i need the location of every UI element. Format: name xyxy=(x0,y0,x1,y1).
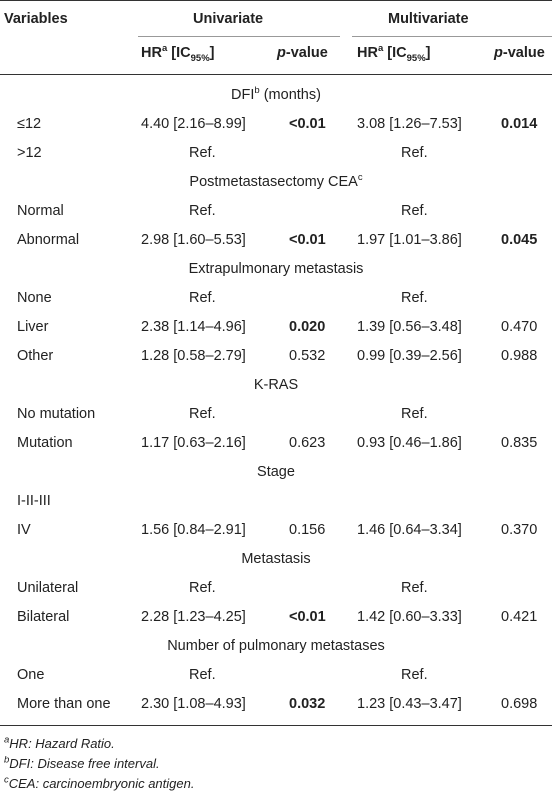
header-uni-hr: $HR^a$ $[IC_{95\%}]$ xyxy=(141,43,215,64)
header-univariate: Univariate xyxy=(193,11,264,27)
univariate-pvalue: 0.623 xyxy=(289,435,326,451)
univariate-hr: 1.56 [0.84–2.91] xyxy=(141,522,246,538)
row-label: Unilateral xyxy=(17,580,79,596)
footnote xyxy=(4,776,194,792)
section-title-text: Postmetastasectomy CEA xyxy=(189,174,358,190)
row-label: IV xyxy=(17,522,31,538)
row-label: Normal xyxy=(17,203,64,219)
univariate-pvalue: 0.032 xyxy=(289,696,326,712)
multivariate-hr: Ref. xyxy=(401,290,428,306)
row-label: More than one xyxy=(17,696,111,712)
univariate-hr: Ref. xyxy=(189,145,216,161)
univariate-pvalue: <0.01 xyxy=(289,116,326,132)
section-title xyxy=(0,550,552,568)
multivariate-hr: 1.23 [0.43–3.47] xyxy=(357,696,462,712)
univariate-hr: Ref. xyxy=(189,406,216,422)
section-title-text: Number of pulmonary metastases xyxy=(167,638,385,654)
row-label: Liver xyxy=(17,319,49,335)
section-title xyxy=(0,463,552,481)
univariate-underline xyxy=(138,36,340,37)
section-title xyxy=(0,86,552,104)
univariate-hr: 1.17 [0.63–2.16] xyxy=(141,435,246,451)
univariate-pvalue: 0.532 xyxy=(289,348,326,364)
table-top-rule xyxy=(0,0,552,1)
section-title-text: DFI xyxy=(231,87,255,103)
row-label: Bilateral xyxy=(17,609,70,625)
section-title xyxy=(0,376,552,394)
footnote-mark: c xyxy=(4,774,9,786)
row-label: One xyxy=(17,667,45,683)
section-title-rest: (months) xyxy=(259,87,321,103)
row-label: Abnormal xyxy=(17,232,80,248)
multivariate-pvalue: 0.370 xyxy=(501,522,538,538)
header-multivariate: Multivariate xyxy=(388,11,469,27)
multivariate-pvalue: 0.698 xyxy=(501,696,538,712)
header-uni-pvalue: p-value xyxy=(277,45,328,61)
univariate-hr: 2.30 [1.08–4.93] xyxy=(141,696,246,712)
univariate-hr: 2.98 [1.60–5.53] xyxy=(141,232,246,248)
header-multi-pvalue: p-value xyxy=(494,45,545,61)
section-title xyxy=(0,260,552,278)
row-label: Other xyxy=(17,348,54,364)
multivariate-hr: Ref. xyxy=(401,667,428,683)
row-label: >12 xyxy=(17,145,42,161)
univariate-hr: 4.40 [2.16–8.99] xyxy=(141,116,246,132)
univariate-pvalue: <0.01 xyxy=(289,232,326,248)
multivariate-hr: Ref. xyxy=(401,203,428,219)
multivariate-pvalue: 0.421 xyxy=(501,609,538,625)
univariate-hr: 2.38 [1.14–4.96] xyxy=(141,319,246,335)
multivariate-hr: 0.99 [0.39–2.56] xyxy=(357,348,462,364)
univariate-pvalue: 0.020 xyxy=(289,319,326,335)
univariate-pvalue: <0.01 xyxy=(289,609,326,625)
section-title-text: Metastasis xyxy=(241,551,311,567)
section-title xyxy=(0,637,552,655)
multivariate-underline xyxy=(352,36,552,37)
multivariate-hr: Ref. xyxy=(401,145,428,161)
univariate-hr: Ref. xyxy=(189,290,216,306)
footnote-text: HR: Hazard Ratio. xyxy=(9,736,115,751)
header-multi-hr: $HR^a$ $[IC_{95\%}]$ xyxy=(357,43,431,64)
table-bottom-rule xyxy=(0,725,552,726)
footnote xyxy=(4,756,160,772)
multivariate-pvalue: 0.045 xyxy=(501,232,538,248)
multivariate-hr: 1.97 [1.01–3.86] xyxy=(357,232,462,248)
section-title-text: K-RAS xyxy=(253,377,299,393)
row-label: ≤12 xyxy=(17,116,42,132)
multivariate-pvalue: 0.835 xyxy=(501,435,538,451)
multivariate-hr: 1.42 [0.60–3.33] xyxy=(357,609,462,625)
row-label: None xyxy=(17,290,52,306)
footnote xyxy=(4,736,115,752)
header-variables: Variables xyxy=(4,11,68,27)
section-title xyxy=(0,173,552,191)
univariate-hr: Ref. xyxy=(189,203,216,219)
multivariate-hr: 1.46 [0.64–3.34] xyxy=(357,522,462,538)
row-label: Mutation xyxy=(17,435,73,451)
multivariate-hr: 3.08 [1.26–7.53] xyxy=(357,116,462,132)
section-title-sup: b xyxy=(254,85,260,97)
multivariate-pvalue: 0.014 xyxy=(501,116,538,132)
footnote-mark: b xyxy=(4,754,10,766)
univariate-hr: Ref. xyxy=(189,580,216,596)
multivariate-hr: 0.93 [0.46–1.86] xyxy=(357,435,462,451)
multivariate-hr: 1.39 [0.56–3.48] xyxy=(357,319,462,335)
footnote-mark: a xyxy=(4,734,10,746)
header-bottom-rule xyxy=(0,74,552,75)
section-title-text: Extrapulmonary metastasis xyxy=(188,261,364,277)
section-title-sup: c xyxy=(357,172,363,184)
multivariate-pvalue: 0.988 xyxy=(501,348,538,364)
multivariate-hr: Ref. xyxy=(401,406,428,422)
univariate-hr: 2.28 [1.23–4.25] xyxy=(141,609,246,625)
univariate-hr: 1.28 [0.58–2.79] xyxy=(141,348,246,364)
row-label: I-II-III xyxy=(17,493,51,509)
footnote-text: DFI: Disease free interval. xyxy=(9,756,160,771)
section-title-text: Stage xyxy=(257,464,295,480)
footnote-text: CEA: carcinoembryonic antigen. xyxy=(8,776,195,791)
univariate-hr: Ref. xyxy=(189,667,216,683)
row-label: No mutation xyxy=(17,406,96,422)
multivariate-hr: Ref. xyxy=(401,580,428,596)
multivariate-pvalue: 0.470 xyxy=(501,319,538,335)
univariate-pvalue: 0.156 xyxy=(289,522,326,538)
